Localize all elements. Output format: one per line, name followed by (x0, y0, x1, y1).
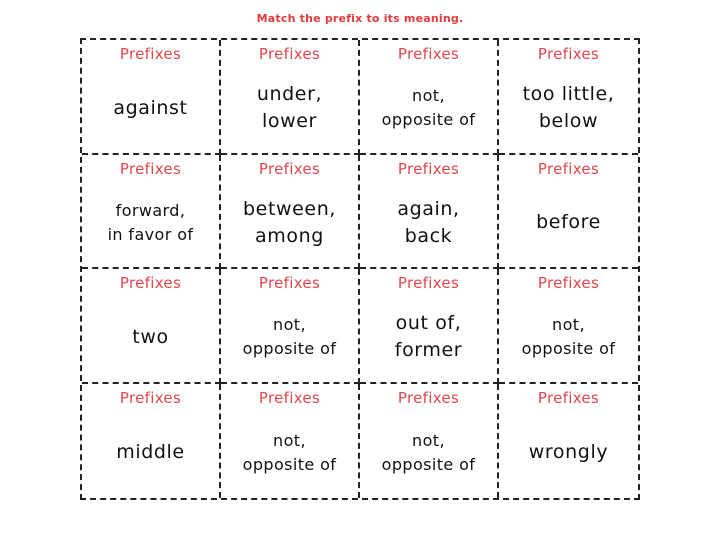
card-header: Prefixes (397, 274, 460, 292)
card-meaning: too little, below (522, 83, 615, 133)
card-header: Prefixes (537, 274, 600, 292)
card-meaning: out of, former (394, 312, 463, 362)
card-header: Prefixes (397, 45, 460, 63)
card-meaning: not, opposite of (381, 86, 476, 130)
card-header: Prefixes (537, 159, 600, 178)
card-header: Prefixes (258, 274, 321, 292)
card-meaning: two (132, 325, 169, 348)
instruction-title: Match the prefix to its meaning. (256, 12, 464, 25)
prefix-card[interactable] (360, 384, 499, 499)
card-meaning: under, lower (256, 83, 323, 133)
card-meaning: between, among (243, 197, 336, 247)
prefix-card[interactable] (499, 384, 638, 499)
card-header: Prefixes (537, 45, 600, 63)
card-header: Prefixes (258, 45, 321, 63)
card-header: Prefixes (119, 159, 182, 178)
card-meaning: wrongly (528, 441, 609, 464)
card-meaning: not, opposite of (381, 430, 476, 474)
card-header: Prefixes (119, 388, 182, 407)
prefix-card[interactable] (360, 40, 499, 155)
prefix-card[interactable] (360, 155, 499, 270)
prefix-card[interactable] (499, 155, 638, 270)
prefix-card-grid (80, 38, 640, 500)
prefix-card[interactable] (221, 40, 360, 155)
card-header: Prefixes (258, 159, 321, 178)
card-header: Prefixes (119, 45, 182, 63)
card-header: Prefixes (119, 274, 182, 292)
prefix-card[interactable] (221, 155, 360, 270)
card-meaning: forward, in favor of (107, 200, 194, 244)
prefix-card[interactable] (82, 384, 221, 499)
card-meaning: again, back (397, 197, 460, 247)
card-meaning: before (536, 211, 601, 234)
card-header: Prefixes (397, 159, 460, 178)
prefix-card[interactable] (82, 155, 221, 270)
prefix-card[interactable] (360, 269, 499, 384)
prefix-card[interactable] (221, 269, 360, 384)
card-meaning: middle (116, 441, 185, 464)
card-header: Prefixes (537, 388, 600, 407)
card-meaning: against (113, 96, 188, 119)
prefix-card[interactable] (82, 40, 221, 155)
prefix-card[interactable] (499, 40, 638, 155)
prefix-card[interactable] (82, 269, 221, 384)
card-meaning: not, opposite of (521, 315, 616, 359)
card-header: Prefixes (258, 388, 321, 407)
card-header: Prefixes (397, 388, 460, 407)
prefix-card[interactable] (221, 384, 360, 499)
card-meaning: not, opposite of (242, 430, 337, 474)
card-meaning: not, opposite of (242, 315, 337, 359)
prefix-card[interactable] (499, 269, 638, 384)
